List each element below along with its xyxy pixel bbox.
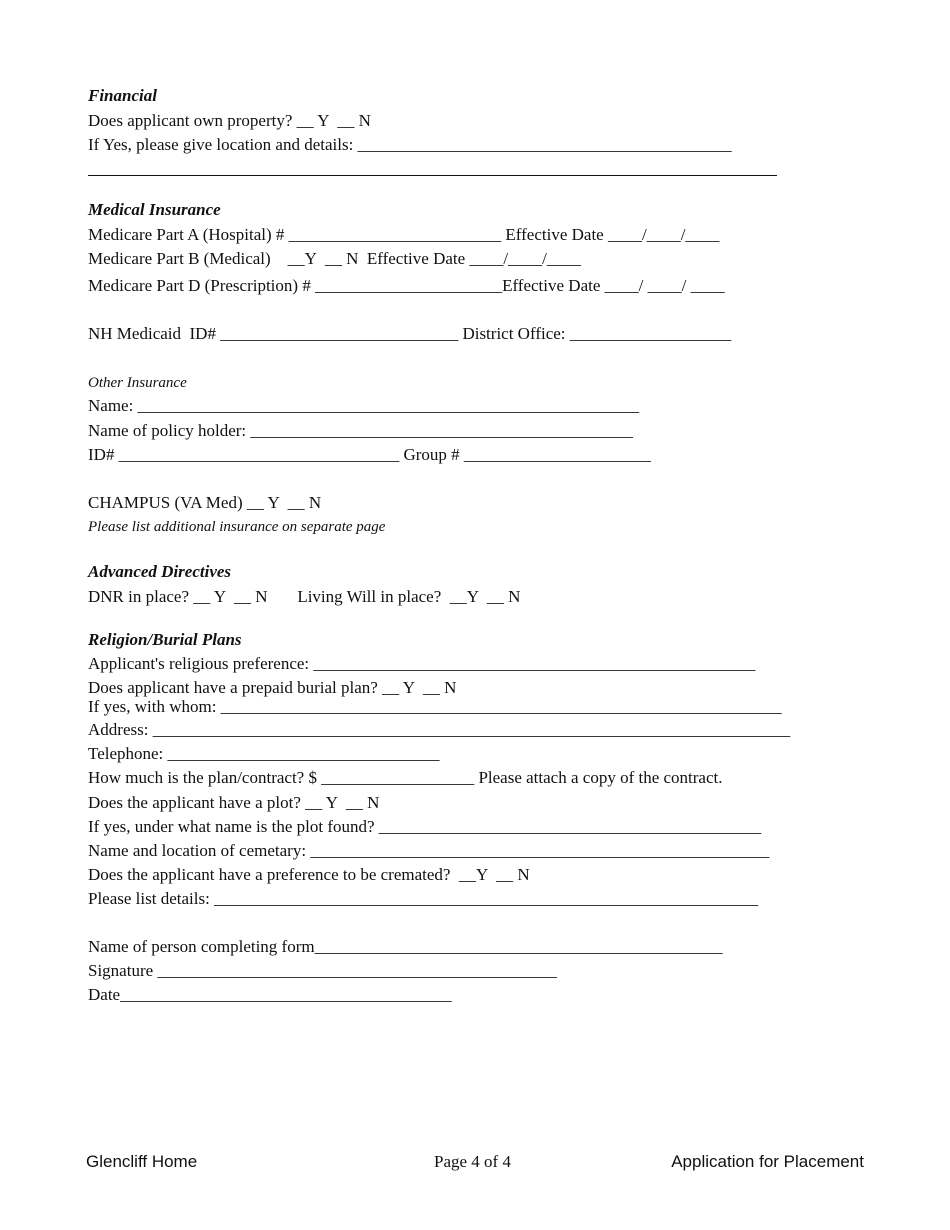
medical-insurance-heading: Medical Insurance bbox=[88, 200, 221, 219]
nh-medicaid-field[interactable]: NH Medicaid ID# ____________________________ District Office: ___________________ bbox=[88, 324, 732, 343]
person-completing-form-field[interactable]: Name of person completing form________________________________________________ bbox=[88, 937, 723, 956]
medicare-part-a-field[interactable]: Medicare Part A (Hospital) # _________________________ Effective Date ____/____/____ bbox=[88, 225, 720, 244]
policy-holder-field[interactable]: Name of policy holder: _____________________________________________ bbox=[88, 421, 633, 440]
prepaid-burial-question[interactable]: Does applicant have a prepaid burial plan? __ Y __ N bbox=[88, 678, 457, 697]
own-property-question[interactable]: Does applicant own property? __ Y __ N bbox=[88, 111, 371, 130]
signature-field[interactable]: Signature _______________________________________________ bbox=[88, 961, 557, 980]
dnr-living-will-question[interactable]: DNR in place? __ Y __ N Living Will in place? __Y __ N bbox=[88, 587, 521, 606]
property-details-field[interactable]: If Yes, please give location and details: ____________________________________________ bbox=[88, 135, 732, 154]
advanced-directives-heading: Advanced Directives bbox=[88, 562, 232, 581]
plan-cost-field[interactable]: How much is the plan/contract? $ __________________ Please attach a copy of the contract. bbox=[88, 768, 723, 787]
religious-preference-field[interactable]: Applicant's religious preference: ____________________________________________________ bbox=[88, 654, 756, 673]
footer-page-number: Page 4 of 4 bbox=[434, 1152, 511, 1171]
medicare-part-b-field[interactable]: Medicare Part B (Medical) __Y __ N Effective Date ____/____/____ bbox=[88, 249, 581, 268]
medicare-part-d-field[interactable]: Medicare Part D (Prescription) # ______________________Effective Date ____/ ____/ ____ bbox=[88, 276, 725, 295]
burial-plan-with-whom-field[interactable]: If yes, with whom: __________________________________________________________________ bbox=[88, 697, 782, 716]
property-details-continuation-line[interactable] bbox=[88, 175, 777, 176]
telephone-field[interactable]: Telephone: ________________________________ bbox=[88, 744, 440, 763]
plot-name-field[interactable]: If yes, under what name is the plot found? _____________________________________________ bbox=[88, 817, 762, 836]
other-insurance-name-field[interactable]: Name: ___________________________________________________________ bbox=[88, 396, 640, 415]
footer-organization: Glencliff Home bbox=[86, 1152, 198, 1171]
other-insurance-heading: Other Insurance bbox=[88, 375, 187, 391]
cremation-details-field[interactable]: Please list details: ________________________________________________________________ bbox=[88, 889, 759, 908]
plot-question[interactable]: Does the applicant have a plot? __ Y __ N bbox=[88, 793, 380, 812]
address-field[interactable]: Address: ___________________________________________________________________________ bbox=[88, 720, 791, 739]
cremation-question[interactable]: Does the applicant have a preference to be cremated? __Y __ N bbox=[88, 865, 530, 884]
religion-burial-heading: Religion/Burial Plans bbox=[88, 630, 242, 649]
additional-insurance-note: Please list additional insurance on separate page bbox=[88, 519, 386, 535]
date-field[interactable]: Date_______________________________________ bbox=[88, 985, 452, 1004]
footer-document-title: Application for Placement bbox=[671, 1152, 864, 1171]
id-group-field[interactable]: ID# _________________________________ Group # ______________________ bbox=[88, 445, 651, 464]
cemetery-field[interactable]: Name and location of cemetary: ______________________________________________________ bbox=[88, 841, 770, 860]
financial-heading: Financial bbox=[88, 86, 157, 105]
champus-question[interactable]: CHAMPUS (VA Med) __ Y __ N bbox=[88, 493, 322, 512]
